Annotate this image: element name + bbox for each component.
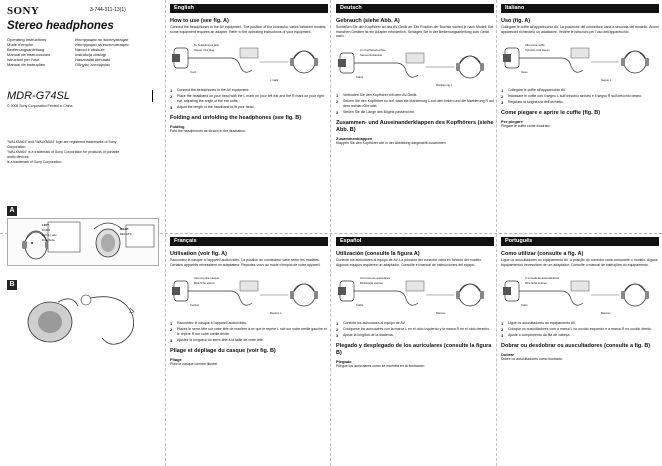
fig-a-text: linke Seite: [42, 238, 55, 242]
intro-text: Ligue os auscultadores ao equipamento AV. A posição do conector varia consoante o modelo. Alguns equipamentos necessitam de um adaptador. Consulte o manual de instruções do equipamento.: [501, 258, 658, 267]
body-text: Dobre os auscultadores como ilustrado.: [501, 357, 563, 362]
step-text: Regolare la lunghezza dell'archetto.: [508, 100, 564, 105]
step: 3 Adjust the length of the headband to fit your head.: [170, 105, 328, 110]
language-item: Инструкции за експлоатация: [75, 42, 129, 48]
figure-b-folding-illustration: [14, 290, 154, 350]
intro-text: Raccordez le casque à l'appareil audio/vidéo. La position du connecteur varie selon les modèles. Certains appareils nécessitent un adaptateur. Reportez-vous au mode d'emploi de votre appareil.: [170, 258, 321, 267]
cover-panel: [0, 0, 165, 466]
product-title: Stereo headphones: [7, 20, 114, 32]
figure-a-headphones-illustration: [8, 219, 158, 265]
step-text: Ajustez la longueur du serre-tête à la taille de votre tête.: [177, 337, 264, 342]
diagram-label: Cordon: [190, 303, 200, 308]
figure-a: [7, 218, 159, 266]
panel-header: Italiano: [501, 4, 659, 13]
connection-diagram: [336, 43, 494, 91]
step-text: Stellen Sie die Länge des Bügels passend ein.: [343, 109, 416, 114]
language-item: Manual de instrucciones: [7, 52, 51, 58]
step: 3 Ajuste la longitud de la diadema.: [336, 333, 494, 338]
step-text: Collegare le cuffie all'apparecchio AV.: [508, 88, 567, 93]
step: 1 Verbinden Sie den Kopfhörer mit dem AV-Gerät.: [336, 93, 494, 98]
section-title: Dobrar ou desdobrar os auscultadores (consulte a fig. B): [501, 343, 651, 350]
step: 3 Ajuste o comprimento da fita de cabeça.: [501, 333, 659, 338]
diagram-label: Marca L: [601, 311, 612, 316]
body-text: Pliez le casque comme illustré.: [170, 361, 219, 366]
connection-diagram: [336, 271, 494, 319]
step-text: Place the headband on your head with the L mark on your left ear and the R mark on your right ear, adjusting the angle of the ear units.: [177, 94, 324, 104]
step: 2 Placez le serre-tête sur votre tête de manière à ce que le repère L soit sur votre oreille gauche et le repère R sur votre oreille droite.: [170, 327, 327, 337]
panel-header: English: [170, 4, 328, 13]
copyright: © 2005 Sony Corporation Printed in China: [7, 104, 73, 108]
fold-line-vertical: [330, 0, 331, 466]
language-item: Bedienungsanleitung: [7, 47, 45, 53]
step: 2 Coloque os auscultadores com a marca L no ouvido esquerdo e a marca R no ouvido direito.: [501, 327, 659, 332]
brand-logo: SONY: [7, 5, 40, 17]
panel-portugues: [501, 237, 659, 362]
section-title: Zusammen- und Auseinanderklappen des Kopfhörers (siehe Abb. B): [336, 119, 494, 133]
diagram-label: Cabo: [521, 303, 528, 308]
section-title: Como utilizar (consulte a fig. A): [501, 251, 584, 257]
diagram-label: À tomada de auscultadores: [525, 276, 560, 281]
diagram-label: Kabel: [356, 75, 364, 80]
step: 1 Connect the headphones to the AV equipment.: [170, 88, 328, 93]
step-text: Ajuste la longitud de la diadema.: [343, 333, 394, 338]
diagram-label: Segno L: [601, 78, 612, 83]
panel-espanol: [336, 237, 494, 369]
panel-header: Español: [336, 237, 494, 246]
trademark-line: is a trademark of Sony Corporation.: [7, 160, 63, 164]
subsection-title: Per piegare: [501, 119, 523, 125]
fig-a-text: RIGHT: [120, 227, 129, 231]
panel-italiano: [501, 4, 659, 129]
step: 2 Setzen Sie den Kopfhörer so auf, dass die Markierung L auf dem linken und die Markierung R auf dem rechten Ohr sitzt.: [336, 99, 494, 108]
diagram-label: Miniclavija estéreo: [360, 281, 384, 286]
step: 2 Indossare le cuffie con il segno L sull'orecchio sinistro e il segno R sull'orecchio destro.: [501, 94, 659, 99]
fold-line-vertical: [165, 0, 166, 466]
body-text: Pliegue los auriculares como se muestra en la ilustración.: [336, 364, 426, 369]
step-text: Raccordez le casque à l'appareil audio/vidéo.: [177, 321, 248, 326]
subsection-title: Folding: [170, 123, 185, 129]
panel-header: Português: [501, 237, 659, 246]
step: 3 Ajustez la longueur du serre-tête à la taille de votre tête.: [170, 338, 328, 343]
step: 2 Colóquese los auriculares con la marca L en el oído izquierdo y la marca R en el oído derecho.: [336, 327, 494, 332]
intro-text: Collegare le cuffie all'apparecchio AV. La posizione del connettore varia a seconda del modello. Alcuni apparecchi richiedono un adattatore. Vedere le istruzioni per l'uso dell'apparecchio.: [501, 25, 659, 34]
panel-header: Français: [170, 237, 328, 246]
diagram-label: Cavo: [521, 70, 528, 75]
fig-a-text: LEFT: [42, 223, 49, 227]
diagram-label: Spinotto mini stereo: [525, 48, 550, 53]
step-text: Connect the headphones to the AV equipment.: [177, 88, 250, 93]
subsection-title: Plegado: [336, 359, 352, 365]
section-title: Folding and unfolding the headphones (see fig. B): [170, 114, 302, 121]
divider: [152, 90, 153, 102]
trademark-line: audio devices.: [7, 155, 30, 159]
step-text: Placez le serre-tête sur votre tête de manière à ce que le repère L soit sur votre oreille gauche et le repère R sur votre oreille droite.: [177, 327, 327, 337]
body-text: Klappen Sie den Kopfhörer wie in der Abbildung dargestellt zusammen.: [336, 140, 447, 145]
step-text: Adjust the length of the headband to fit your head.: [177, 104, 255, 109]
model-number: MDR-G74SL: [7, 90, 70, 102]
step: 3 Stellen Sie die Länge des Bügels passend ein.: [336, 110, 494, 115]
section-title: How to use (see fig. A): [170, 18, 229, 24]
section-title: Gebrauch (siehe Abb. A): [336, 18, 400, 24]
language-item: Operating Instructions: [7, 37, 47, 42]
diagram-label: Stereoministecker: [360, 53, 383, 58]
step: 1 Raccordez le casque à l'appareil audio/vidéo.: [170, 321, 328, 326]
trademark-notes: [7, 140, 159, 165]
subsection-title: Dobrar: [501, 352, 515, 358]
intro-text: Connect the headphones to the AV equipment. The position of the connector varies between models; some equipment requires an adapter. Refer to the operating instructions of your equipment.: [170, 25, 327, 34]
document-code: 3-744-311-13(1): [90, 7, 126, 13]
diagram-label: Cord: [190, 70, 197, 75]
diagram-label: Marca L: [436, 311, 447, 316]
section-title: Utilisation (voir fig. A): [170, 251, 227, 257]
step-text: Verbinden Sie den Kopfhörer mit dem AV-Gerät.: [343, 93, 418, 98]
figure-a-label: A: [7, 206, 17, 216]
step: 3 Regolare la lunghezza dell'archetto.: [501, 100, 659, 105]
diagram-label: L mark: [270, 78, 279, 83]
step: 1 Ligue os auscultadores ao equipamento AV.: [501, 321, 659, 326]
language-item: Mode d'emploi: [7, 42, 33, 48]
diagram-label: To headphones jack: [194, 43, 219, 48]
section-title: Plegado y desplegado de los auriculares (consulte la figura B): [336, 343, 492, 357]
connection-diagram: [501, 271, 659, 319]
connection-diagram: [170, 38, 328, 86]
section-title: Pliage et dépliage du casque (voir fig. B): [170, 347, 276, 354]
step-text: Conecte los auriculares al equipo de AV.: [343, 321, 406, 326]
diagram-label: A la toma de auriculares: [360, 276, 391, 281]
panel-francais: [170, 237, 328, 367]
trademark-line: Corporation.: [7, 145, 27, 149]
panel-english: [170, 4, 328, 134]
diagram-label: Cable: [356, 303, 364, 308]
diagram-label: Mini-ficha estéreo: [525, 281, 548, 286]
language-item: Istruzioni per l'uso: [7, 57, 40, 63]
panel-header: Deutsch: [336, 4, 494, 13]
panel-deutsch: [336, 4, 494, 145]
language-item: Οδηγίες λειτουργίας: [75, 62, 111, 68]
body-text: Piegare le cuffie come illustrato.: [501, 124, 551, 129]
step-text: Ligue os auscultadores ao equipamento AV.: [508, 321, 576, 326]
figure-b-label: B: [7, 280, 17, 290]
fig-a-text: RECHTS: [120, 232, 132, 236]
step-text: Ajuste o comprimento da fita de cabeça.: [508, 333, 571, 338]
fold-line-vertical: [496, 0, 497, 466]
step-text: Setzen Sie den Kopfhörer so auf, dass die Markierung L auf dem linken und die Markierung R auf dem rechten Ohr sitzt.: [343, 99, 494, 108]
diagram-label: An Kopfhörerbuchse: [360, 48, 386, 53]
language-item: Manual de instruções: [7, 62, 46, 68]
section-title: Uso (fig. A): [501, 18, 531, 24]
intro-text: Schließen Sie den Kopfhörer an das AV-Gerät an. Die Position der Buchse variiert je nach Modell. Bei manchen Geräten ist ein Adapter erforderlich. Schlagen Sie in der Bedienungsanleitung zum Gerät nach.: [336, 25, 494, 39]
diagram-label: Alla presa cuffie: [525, 43, 545, 48]
connection-diagram: [170, 271, 328, 319]
trademark-line: "WALKMAN" and "WALKMAN" logo are registered trademarks of Sony: [7, 140, 117, 144]
trademark-line: "WALKMAN" is a trademark of Sony Corporation for products of portable: [7, 150, 120, 154]
section-title: Come piegare e aprire le cuffie (fig. B): [501, 110, 601, 117]
body-text: Fold the headphones as shown in the illustration.: [170, 128, 246, 133]
diagram-label: Markierung L: [436, 83, 453, 88]
step: 1 Collegare le cuffie all'apparecchio AV.: [501, 88, 659, 93]
fig-a-text: LINKS: [42, 228, 51, 232]
language-item: Instrukcja obsługi: [75, 52, 106, 58]
step: 2 Place the headband on your head with the L mark on your left ear and the R mark on your right ear, adjusting the angle of the ear units.: [170, 94, 328, 103]
step-text: Colóquese los auriculares con la marca L en el oído izquierdo y la marca R en el oído derecho.: [343, 327, 491, 332]
subsection-title: Zusammenklappen: [336, 135, 373, 141]
diagram-label: Vers la prise casque: [194, 276, 220, 281]
language-item: Használati útmutató: [75, 57, 111, 63]
subsection-title: Pliage: [170, 356, 182, 362]
fig-a-text: Left (L) side: [42, 233, 57, 237]
language-item: Návod k obsluze: [75, 47, 105, 53]
diagram-label: Mini-fiche stéréo: [194, 281, 215, 286]
diagram-label: Stereo mini plug: [194, 48, 215, 53]
language-item: Инструкция по эксплуатации: [75, 37, 129, 42]
intro-text: Conecte los auriculares al equipo de AV. La posición del conector varía en función del modelo. Algunos equipos requieren un adaptador. Consulte el manual de instrucciones del equipo.: [336, 258, 483, 267]
step-text: Indossare le cuffie con il segno L sull'orecchio sinistro e il segno R sull'orecchio destro.: [508, 94, 643, 99]
connection-diagram: [501, 38, 659, 86]
diagram-label: Repère L: [270, 311, 282, 316]
step-text: Coloque os auscultadores com a marca L no ouvido esquerdo e a marca R no ouvido direito.: [508, 327, 652, 332]
section-title: Utilización (consulte la figura A): [336, 251, 420, 257]
step: 1 Conecte los auriculares al equipo de AV.: [336, 321, 494, 326]
